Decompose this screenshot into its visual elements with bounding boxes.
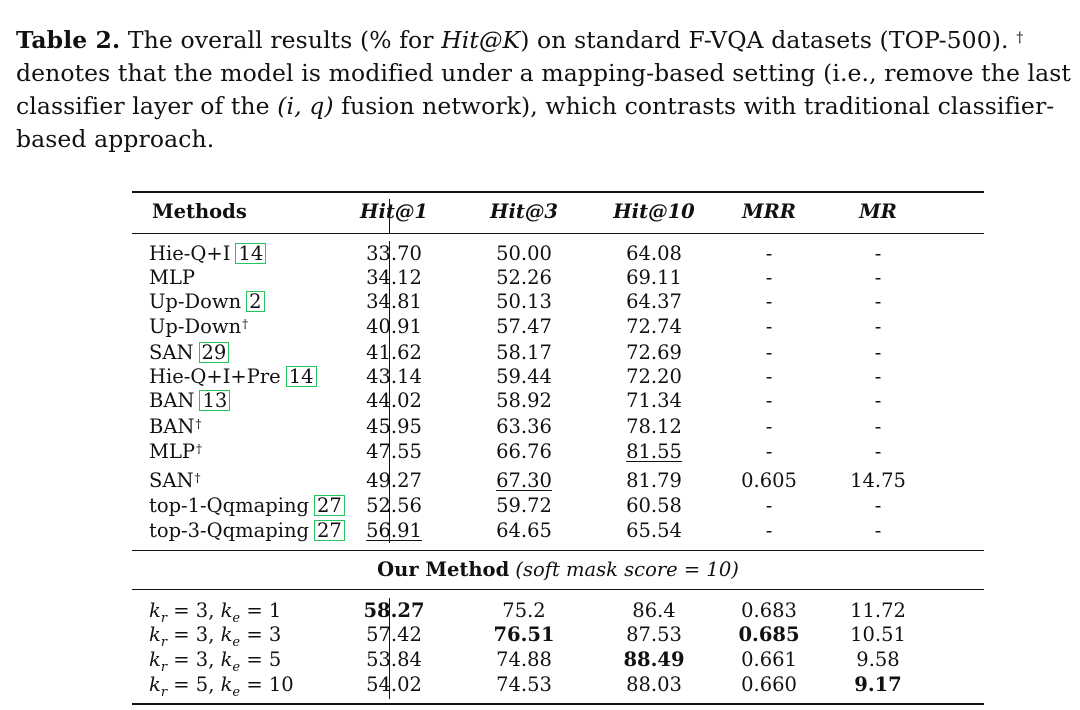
- table-cell: 14.75: [850, 469, 906, 492]
- table-cell: 88.03: [626, 673, 682, 696]
- caption-dagger: †: [1016, 30, 1024, 46]
- results-table: [132, 191, 984, 709]
- header-mrr: MRR: [742, 200, 796, 223]
- kr-symbol: k: [149, 599, 161, 622]
- table-cell: 76.51: [493, 623, 555, 646]
- table-cell: 11.72: [850, 599, 906, 622]
- table-cell: 10.51: [850, 623, 906, 646]
- table-cell: 69.11: [626, 266, 682, 289]
- kr-subscript: r: [160, 659, 168, 675]
- table-cell: 71.34: [626, 389, 682, 412]
- caption-text-post1: denotes that the model is modified under a mapping-based setting (i.e., remove the last classifier layer of the: [16, 59, 1071, 120]
- table-cell: -: [874, 365, 882, 388]
- top-rule: [132, 191, 984, 193]
- table-cell: 64.65: [496, 519, 552, 542]
- header-hit1: Hit@1: [360, 200, 428, 223]
- method-name: SAN 29: [149, 341, 229, 365]
- our-method-note: (soft mask score = 10): [515, 558, 739, 581]
- caption-fusion: (i, q): [277, 92, 334, 120]
- table-cell: 57.47: [496, 315, 552, 338]
- table-cell: -: [874, 389, 882, 412]
- dagger-mark: †: [196, 442, 203, 456]
- table-cell: 74.53: [496, 673, 552, 696]
- table-cell: -: [765, 365, 773, 388]
- caption-text-post2: fusion network), which contrasts with traditional classifier-based approach.: [16, 92, 1055, 153]
- table-cell: 0.685: [738, 623, 800, 646]
- table-cell: 57.42: [366, 623, 422, 646]
- table-cell: -: [874, 341, 882, 364]
- our-method-config: $k_r = 3$, $k_e = 5$: [149, 648, 282, 675]
- our-method-config: $k_r = 5$, $k_e = 10$: [149, 673, 294, 700]
- table-cell: 33.70: [366, 242, 422, 265]
- ke-symbol: k: [220, 623, 233, 646]
- our-method-title: Our Method: [377, 558, 510, 581]
- table-cell: -: [874, 440, 882, 463]
- method-name: SAN†: [149, 469, 201, 492]
- kr-symbol: k: [149, 648, 161, 671]
- kr-subscript: r: [160, 634, 168, 650]
- our-method-rule: [132, 589, 984, 590]
- table-cell: 9.58: [856, 648, 900, 671]
- method-name: MLP: [149, 266, 196, 289]
- table-cell: 54.02: [366, 673, 422, 696]
- citation-link[interactable]: 14: [235, 243, 266, 264]
- ke-subscript: e: [232, 684, 241, 700]
- citation-link[interactable]: 2: [246, 291, 264, 312]
- table-cell: 58.27: [363, 599, 425, 622]
- table-cell: 81.55: [626, 440, 682, 463]
- caption-label: Table 2.: [16, 26, 121, 54]
- table-cell: 86.4: [632, 599, 676, 622]
- table-cell: 63.36: [496, 415, 552, 438]
- our-method-label: [132, 558, 984, 581]
- table-cell: -: [765, 315, 773, 338]
- table-cell: 75.2: [502, 599, 546, 622]
- table-cell: -: [874, 242, 882, 265]
- citation-link[interactable]: 27: [314, 520, 345, 541]
- method-name: Up-Down 2: [149, 290, 265, 314]
- ke-symbol: k: [220, 599, 233, 622]
- table-cell: -: [765, 519, 773, 542]
- table-cell: 58.17: [496, 341, 552, 364]
- method-name: Up-Down†: [149, 315, 249, 338]
- table-cell: 59.72: [496, 494, 552, 517]
- table-cell: -: [765, 440, 773, 463]
- table-cell: 41.62: [366, 341, 422, 364]
- table-cell: 72.20: [626, 365, 682, 388]
- our-method-config: $k_r = 3$, $k_e = 3$: [149, 623, 282, 650]
- table-cell: 47.55: [366, 440, 422, 463]
- caption-metric: Hit@K: [441, 26, 521, 54]
- table-cell: 81.79: [626, 469, 682, 492]
- table-cell: 56.91: [366, 519, 422, 542]
- header-mr: MR: [859, 200, 897, 223]
- dagger-mark: †: [242, 317, 249, 331]
- citation-link[interactable]: 13: [199, 390, 230, 411]
- table-cell: 34.12: [366, 266, 422, 289]
- table-cell: 88.49: [623, 648, 685, 671]
- method-name: Hie-Q+I 14: [149, 242, 266, 266]
- table-cell: 78.12: [626, 415, 682, 438]
- kr-subscript: r: [160, 684, 168, 700]
- table-cell: 34.81: [366, 290, 422, 313]
- ke-symbol: k: [220, 648, 233, 671]
- method-name: BAN 13: [149, 389, 230, 413]
- method-name: BAN†: [149, 415, 202, 438]
- table-cell: 0.683: [741, 599, 797, 622]
- table-cell: 45.95: [366, 415, 422, 438]
- table-cell: 74.88: [496, 648, 552, 671]
- table-cell: 64.08: [626, 242, 682, 265]
- table-cell: 0.661: [741, 648, 797, 671]
- table-cell: 65.54: [626, 519, 682, 542]
- dagger-mark: †: [194, 471, 201, 485]
- kr-symbol: k: [149, 623, 161, 646]
- our-method-config: $k_r = 3$, $k_e = 1$: [149, 599, 282, 626]
- table-cell: 0.605: [741, 469, 797, 492]
- table-cell: -: [874, 519, 882, 542]
- table-cell: -: [765, 415, 773, 438]
- ke-subscript: e: [232, 610, 241, 626]
- table-cell: 64.37: [626, 290, 682, 313]
- caption-text-mid: ) on standard F-VQA datasets (TOP-500).: [520, 26, 1017, 54]
- table-cell: 58.92: [496, 389, 552, 412]
- table-cell: 52.26: [496, 266, 552, 289]
- table-cell: 49.27: [366, 469, 422, 492]
- table-cell: -: [765, 494, 773, 517]
- header-hit3: Hit@3: [490, 200, 558, 223]
- table-cell: -: [765, 341, 773, 364]
- citation-link[interactable]: 14: [286, 366, 317, 387]
- table-cell: -: [765, 266, 773, 289]
- ke-subscript: e: [232, 659, 241, 675]
- table-cell: -: [765, 242, 773, 265]
- table-cell: -: [874, 266, 882, 289]
- table-cell: -: [765, 290, 773, 313]
- table-cell: 72.69: [626, 341, 682, 364]
- table-cell: 66.76: [496, 440, 552, 463]
- dagger-mark: †: [195, 417, 202, 431]
- table-cell: 52.56: [366, 494, 422, 517]
- table-cell: -: [874, 415, 882, 438]
- group-rule: [132, 550, 984, 551]
- method-name: Hie-Q+I+Pre 14: [149, 365, 317, 389]
- table-cell: -: [874, 494, 882, 517]
- table-caption: [16, 24, 1072, 156]
- table-cell: -: [765, 389, 773, 412]
- table-cell: 9.17: [854, 673, 902, 696]
- table-cell: 40.91: [366, 315, 422, 338]
- table-cell: 44.02: [366, 389, 422, 412]
- table-cell: 53.84: [366, 648, 422, 671]
- table-cell: 50.13: [496, 290, 552, 313]
- method-name: top-3-Qqmaping 27: [149, 519, 345, 543]
- citation-link[interactable]: 29: [199, 342, 230, 363]
- table-cell: 67.30: [496, 469, 552, 492]
- table-cell: -: [874, 290, 882, 313]
- ke-symbol: k: [220, 673, 233, 696]
- method-name: MLP†: [149, 440, 203, 463]
- table-cell: 0.660: [741, 673, 797, 696]
- table-cell: 50.00: [496, 242, 552, 265]
- citation-link[interactable]: 27: [314, 495, 345, 516]
- table-cell: 60.58: [626, 494, 682, 517]
- table-cell: 87.53: [626, 623, 682, 646]
- ke-subscript: e: [232, 634, 241, 650]
- kr-subscript: r: [160, 610, 168, 626]
- table-cell: 72.74: [626, 315, 682, 338]
- table-cell: 59.44: [496, 365, 552, 388]
- header-methods: Methods: [152, 200, 247, 223]
- method-name: top-1-Qqmaping 27: [149, 494, 345, 518]
- header-rule: [132, 233, 984, 234]
- header-hit10: Hit@10: [613, 200, 695, 223]
- table-cell: -: [874, 315, 882, 338]
- table-cell: 43.14: [366, 365, 422, 388]
- kr-symbol: k: [149, 673, 161, 696]
- caption-text-pre: The overall results (% for: [120, 26, 442, 54]
